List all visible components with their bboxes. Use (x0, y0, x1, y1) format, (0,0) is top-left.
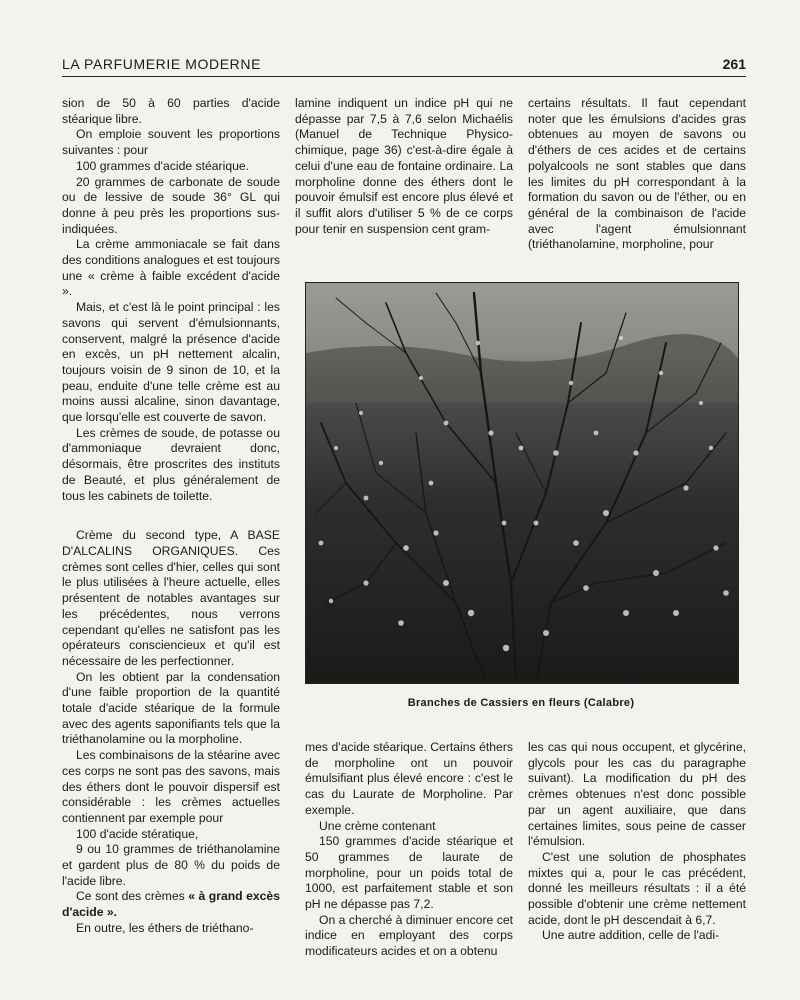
paragraph: certains résultats. Il faut cependant noter que les émulsions d'acides gras obtenues au moyen de savons ou d'éthers de ces acides et de certains polyalcools ne sont stables que dans les limites du pH correspondant à la formation du savon ou de l'éther, ou en général de la combinaison de l'acide avec l'agent émulsionnant (triéthanolamine, morpholine, pour (528, 96, 746, 252)
section-paragraph: Crème du second type, A BASE D'ALCALINS ORGANIQUES. Ces crèmes sont celles d'hier, celles qui sont le plus utilisées à l'heure actuelle, elles présentent de notables avantages sur les précédentes, nous verrons cependant qu'elles ne satisfont pas les opérateurs consciencieux et qu'il est nécessaire de les perfectionner. (62, 528, 280, 668)
paragraph: les cas qui nous occupent, et glycérine, glycols pour les cas du paragraphe suivant). La modification du pH des crèmes obtenues n'est donc possible par un agent auxiliaire, que dans certaines limites, sous peine de casser l'émulsion. (528, 740, 746, 849)
photo-illustration (306, 283, 738, 683)
paragraph: 100 grammes d'acide stéarique. (76, 158, 250, 173)
paragraph: Une autre addition, celle de l'adi- (542, 928, 720, 943)
paragraph: On a cherché à diminuer encore cet indice en employant des corps modificateurs acides et on a obtenu (305, 912, 513, 959)
column-middle-top (295, 96, 513, 237)
paragraph: 20 grammes de carbonate de soude ou de lessive de soude 36° GL qui donne à peu près les proportions sus-indiquées. (62, 174, 280, 236)
paragraph: Les combinaisons de la stéarine avec ces corps ne sont pas des savons, mais des éthers dont le pouvoir dispersif est considérable : les crèmes actuelles contiennent par exemple pour (62, 748, 280, 825)
paragraph: On les obtient par la condensation d'une faible proportion de la quantité totale d'acide stéarique de la formule avec des agents saponifiants tels que la triéthanolamine ou la morpholine. (62, 669, 280, 747)
paragraph: Une crème contenant (319, 818, 436, 833)
paragraph: La crème ammoniacale se fait dans des conditions analogues et est toujours une « crème à faible excédent d'acide ». (62, 237, 280, 299)
page-header (62, 54, 746, 77)
paragraph: On emploie souvent les proportions suivantes : pour (62, 127, 280, 158)
paragraph: Les crèmes de soude, de potasse ou d'ammoniaque devraient donc, désormais, être proscrites des instituts de Beauté, et plus généralement de tous les cabinets de toilette. (62, 425, 280, 503)
paragraph: sion de 50 à 60 parties d'acide stéarique libre. (62, 96, 280, 126)
column-left (62, 96, 280, 937)
paragraph: mes d'acide stéarique. Certains éthers de morpholine ont un pouvoir émulsifiant plus élevé encore : c'est le cas du Laurate de Morpholine. Par exemple. (305, 740, 513, 817)
paragraph: 150 grammes d'acide stéarique et 50 grammes de laurate de morpholine, pour un poids total de 1000, est parfaitement stable et son pH ne dépasse pas 7,2. (305, 834, 513, 912)
paragraph: 9 ou 10 grammes de triéthanolamine et gardent plus de 80 % du poids de l'acide libre. (62, 842, 280, 888)
paragraph-emphasis (62, 889, 280, 920)
column-middle-bottom (305, 740, 513, 960)
text: Ce sont des crèmes (76, 889, 189, 904)
paragraph: En outre, les éthers de triéthano- (76, 920, 254, 935)
photograph-blackcurrant-branches (305, 282, 739, 684)
figure-caption: Branches de Cassiers en fleurs (Calabre) (407, 697, 635, 709)
paragraph: 100 d'acide stératique, (76, 826, 199, 841)
column-right-top (528, 96, 746, 253)
page-number: 261 (722, 56, 746, 72)
column-right-bottom (528, 740, 746, 944)
paragraph: C'est une solution de phosphates mixtes qui a, pour le cas précédent, donné les meilleurs résultats : il a été possible d'obtenir une crème nettement acide, dont le pH descendait à 6,7. (528, 849, 746, 927)
paragraph: lamine indiquent un indice pH qui ne dépasse par 7,5 à 7,6 selon Michaélis (Manuel de Technique Physico-chimique, page 36) c'est-à-dire égale à celui d'une eau de fontaine ordinaire. La morpholine donne des éthers dont le pouvoir émulsif est encore plus élevé et il suffit alors d'utiliser 5 % de ce corps pour tenir en suspension cent gram- (295, 96, 513, 236)
paragraph: Mais, et c'est là le point principal : les savons qui servent d'émulsionnants, conservent, malgré la présence d'acide en excès, un pH nettement alcalin, toujours voisin de 9 sinon de 10, et la peau, enduite d'une telle crème est au moins aussi alcaline, sinon davantage, que lorsqu'elle est couverte de savon. (62, 300, 280, 425)
bold-text: « à grand excès d'acide ». (62, 889, 280, 920)
running-title: LA PARFUMERIE MODERNE (62, 56, 262, 72)
